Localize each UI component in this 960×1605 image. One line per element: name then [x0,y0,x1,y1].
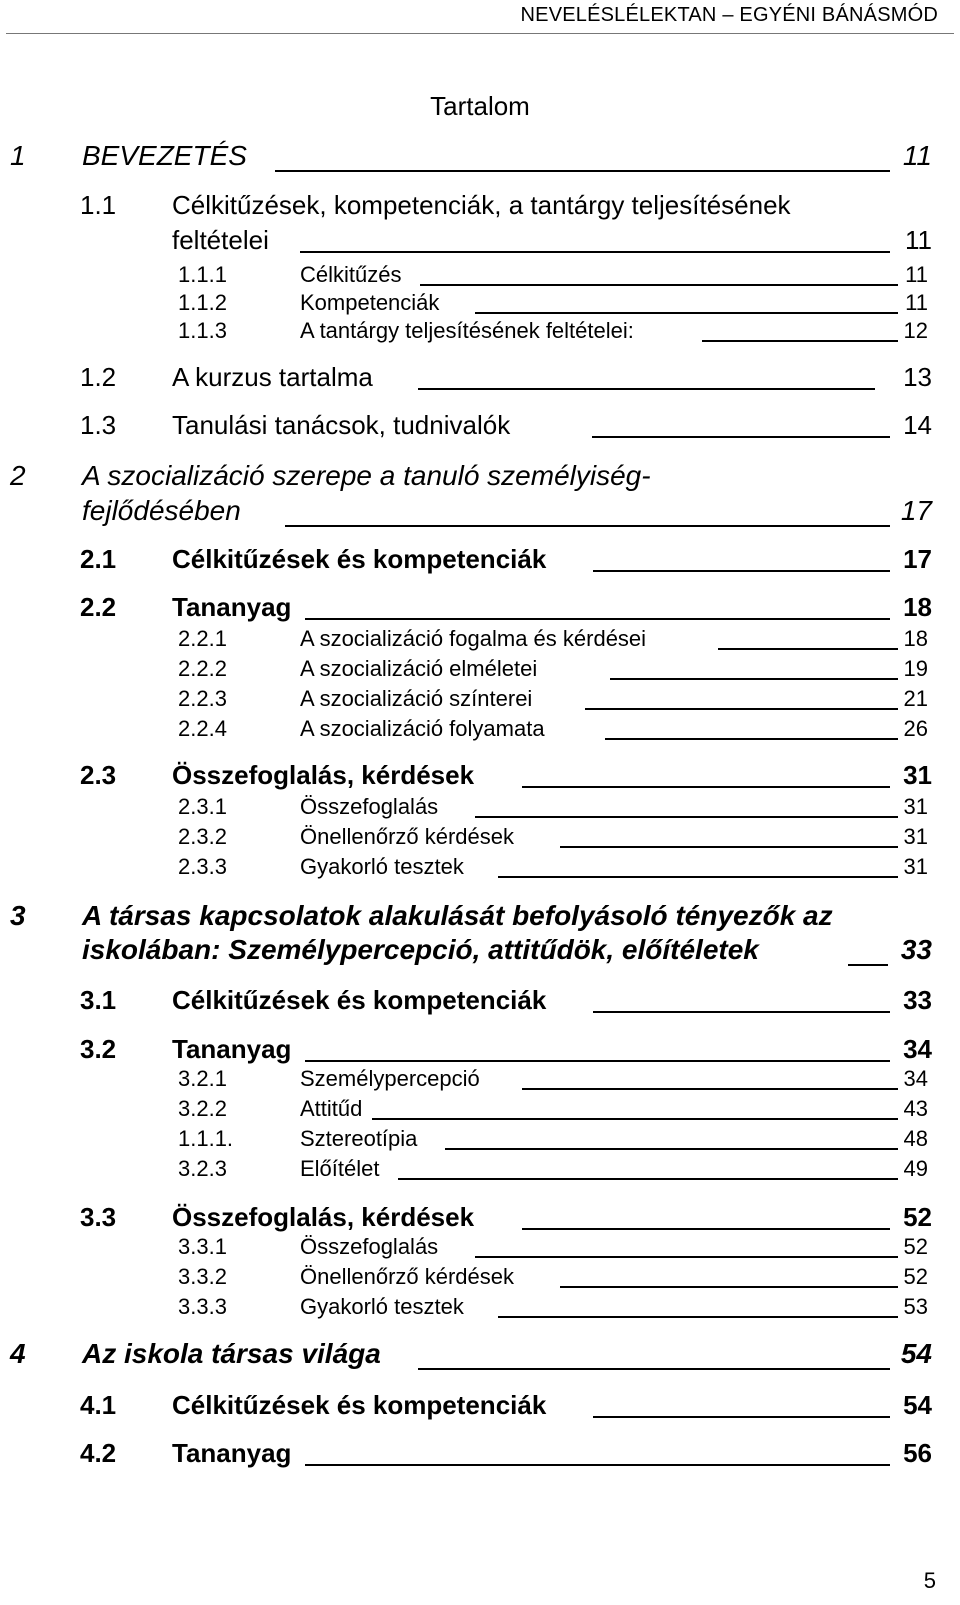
toc-entry-title-line2: fejlődésében [82,495,241,526]
toc-leader-line [372,1118,898,1120]
toc-entry-number: 2.3.2 [178,824,227,849]
toc-entry-title: Célkitűzések, kompetenciák, a tantárgy teljesítésének [172,190,791,220]
toc-leader-line [475,816,898,818]
toc-entry[interactable] [0,1294,960,1320]
toc-leader-line [718,648,898,650]
toc-leader-line [475,1256,898,1258]
toc-entry-title: Gyakorló tesztek [300,854,464,879]
toc-page-number: 11 [905,290,928,315]
toc-entry-number: 1.1.1 [178,262,227,287]
toc-entry[interactable] [0,1096,960,1122]
toc-entry-number: 3.2.1 [178,1066,227,1091]
toc-page-number: 18 [903,626,928,651]
toc-leader-line [475,312,898,314]
toc-entry-number: 3.3.1 [178,1234,227,1259]
toc-entry[interactable] [0,190,960,220]
toc-entry[interactable] [0,1264,960,1290]
toc-entry-number: 4.1 [80,1390,117,1420]
toc-page-number: 31 [903,824,928,849]
toc-leader-line [585,708,898,710]
toc-leader-line [593,570,890,572]
toc-page-number: 13 [903,362,932,392]
toc-page-number: 26 [903,716,928,741]
toc-leader-line [498,876,898,878]
toc-entry-title: Célkitűzés [300,262,402,287]
toc-page-number: 54 [900,1338,932,1369]
toc-entry-number: 2 [10,460,26,491]
toc-entry-title: Összefoglalás [300,794,439,819]
toc-entry-title: Tanulási tanácsok, tudnivalók [172,410,511,440]
toc-entry[interactable] [0,460,960,494]
toc-entry-number: 3.3 [80,1202,117,1232]
toc-entry-number: 4.2 [80,1438,117,1468]
toc-entry-title: Önellenőrző kérdések [300,824,515,849]
toc-entry[interactable] [0,900,960,934]
toc-entry-title: Önellenőrző kérdések [300,1264,515,1289]
toc-page-number: 18 [903,592,932,622]
toc-entry-number: 1.3 [80,410,117,440]
page-number: 5 [923,1568,936,1593]
toc-entry-title: Kompetenciák [300,290,440,315]
toc-page-number: 52 [903,1264,928,1289]
toc-page-number: 34 [903,1034,932,1064]
toc-leader-line [522,1088,898,1090]
toc-entry[interactable] [0,1338,960,1372]
toc-entry[interactable] [0,824,960,850]
toc-entry[interactable] [0,318,960,344]
toc-entry[interactable] [0,290,960,316]
toc-page-number: 12 [903,318,928,343]
toc-leader-line [305,1464,890,1466]
toc-entry-title: A tantárgy teljesítésének feltételei: [300,318,634,343]
toc-entry-title: Tananyag [172,592,292,622]
toc-page-number: 53 [903,1294,928,1319]
toc-entry-number: 2.2 [80,592,117,622]
toc-leader-line [560,1286,898,1288]
toc-entry-number: 2.3.3 [178,854,227,879]
toc-entry-number: 1.1.2 [178,290,227,315]
toc-entry-number: 1 [10,140,26,171]
toc-page-number: 19 [903,656,928,681]
toc-entry-number: 1.1 [80,190,117,220]
toc-entry-title: Tananyag [172,1438,292,1468]
toc-entry-title: Célkitűzések és kompetenciák [172,985,547,1015]
toc-entry-title: A társas kapcsolatok alakulását befolyásoló tényezők az [82,900,833,931]
toc-entry-number: 3.1 [80,985,117,1015]
toc-page-number: 31 [903,854,928,879]
toc-entry-title: A szocializáció szerepe a tanuló személyiség- [82,460,651,491]
toc-entry-title: Sztereotípia [300,1126,418,1151]
toc-entry[interactable] [0,1156,960,1182]
toc-leader-line [560,846,898,848]
toc-leader-line [593,1011,890,1013]
toc-leader-line [610,678,898,680]
toc-entry-number: 2.2.2 [178,656,227,681]
toc-entry[interactable] [0,626,960,652]
toc-page-number: 48 [903,1126,928,1151]
toc-entry-title: A kurzus tartalma [172,362,373,392]
toc-leader-line [848,964,888,966]
toc-leader-line [285,525,890,527]
toc-entry-number: 2.1 [80,544,117,574]
toc-entry-number: 2.2.4 [178,716,227,741]
toc-leader-line [498,1316,898,1318]
toc-entry-number: 1.2 [80,362,117,392]
toc-entry[interactable] [0,1066,960,1092]
toc-entry-title: A szocializáció folyamata [300,716,545,741]
toc-page-number: 31 [903,760,932,790]
toc-leader-line [420,284,898,286]
toc-title: Tartalom [430,91,530,121]
toc-entry[interactable] [0,544,960,574]
toc-entry[interactable] [0,362,960,392]
toc-entry-number: 3.3.2 [178,1264,227,1289]
toc-page-number: 11 [905,262,928,287]
toc-leader-line [398,1178,898,1180]
toc-leader-line [605,738,898,740]
toc-leader-line [300,251,890,253]
toc-leader-line [522,1228,890,1230]
toc-entry-number: 3 [10,900,26,931]
toc-entry-title: A szocializáció fogalma és kérdései [300,626,647,651]
toc-entry-title: Célkitűzések és kompetenciák [172,544,547,574]
toc-leader-line [305,618,890,620]
toc-entry-title: Összefoglalás [300,1234,439,1259]
toc-leader-line [305,1060,890,1062]
toc-leader-line [592,436,890,438]
toc-entry-number: 2.2.3 [178,686,227,711]
toc-leader-line [445,1148,898,1150]
toc-entry[interactable] [0,410,960,440]
toc-entry-number: 4 [10,1338,26,1369]
toc-page-number: 52 [903,1234,928,1259]
toc-leader-line [702,340,898,342]
toc-entry-number: 2.2.1 [178,626,227,651]
toc-page-number: 17 [903,544,932,574]
toc-entry[interactable] [0,1438,960,1468]
running-header: NEVELÉSLÉLEKTAN – EGYÉNI BÁNÁSMÓD [520,4,938,26]
toc-leader-line [418,1368,890,1370]
toc-entry[interactable] [0,1390,960,1420]
toc-page-number: 33 [903,985,932,1015]
toc-page-number: 43 [903,1096,928,1121]
toc-entry-number: 2.3 [80,760,117,790]
toc-page-number: 56 [903,1438,932,1468]
toc-entry-continuation[interactable] [0,225,960,255]
toc-entry-number: 3.2 [80,1034,117,1064]
toc-entry[interactable] [0,794,960,820]
toc-entry-continuation[interactable] [0,495,960,529]
toc-leader-line [418,388,875,390]
toc-page-number: 11 [905,225,932,255]
toc-entry[interactable] [0,656,960,682]
toc-entry-title: Előítélet [300,1156,380,1181]
toc-entry[interactable] [0,985,960,1015]
toc-leader-line [593,1416,890,1418]
toc-page-number: 31 [903,794,928,819]
toc-entry-title: Attitűd [300,1096,363,1121]
toc-page-number: 54 [903,1390,932,1420]
toc-entry-title: BEVEZETÉS [82,140,247,171]
toc-entry-number: 1.1.3 [178,318,227,343]
header-rule [6,33,954,34]
toc-entry-title: A szocializáció színterei [300,686,533,711]
toc-entry[interactable] [0,686,960,712]
toc-entry-number: 3.2.3 [178,1156,227,1181]
toc-entry-title-line2: feltételei [172,225,269,255]
toc-entry-number: 1.1.1. [178,1126,234,1151]
toc-page-number: 52 [903,1202,932,1232]
toc-entry-title-line2: iskolában: Személypercepció, attitűdök, előítéletek [82,934,759,965]
toc-entry-title: Gyakorló tesztek [300,1294,464,1319]
toc-page-number: 21 [903,686,928,711]
toc-page-number: 33 [900,934,932,965]
toc-page-number: 34 [903,1066,928,1091]
toc-leader-line [275,170,890,172]
toc-entry[interactable] [0,140,960,174]
toc-entry-title: Összefoglalás, kérdések [172,1202,475,1232]
toc-entry-number: 2.3.1 [178,794,227,819]
toc-entry-continuation[interactable] [0,934,960,968]
toc-entry-title: Összefoglalás, kérdések [172,760,475,790]
toc-entry[interactable] [0,854,960,880]
toc-entry[interactable] [0,1202,960,1232]
toc-page-number: 14 [903,410,932,440]
toc-entry-title: Az iskola társas világa [82,1338,381,1369]
toc-entry-number: 3.2.2 [178,1096,227,1121]
toc-entry[interactable] [0,592,960,622]
toc-entry[interactable] [0,1126,960,1152]
toc-entry[interactable] [0,1034,960,1064]
toc-leader-line [522,786,890,788]
toc-entry[interactable] [0,716,960,742]
toc-entry-title: A szocializáció elméletei [300,656,538,681]
toc-entry[interactable] [0,1234,960,1260]
toc-entry-title: Tananyag [172,1034,292,1064]
toc-page-number: 11 [902,140,932,171]
toc-entry[interactable] [0,760,960,790]
toc-entry[interactable] [0,262,960,288]
toc-entry-title: Személypercepció [300,1066,480,1091]
toc-entry-number: 3.3.3 [178,1294,227,1319]
toc-entry-title: Célkitűzések és kompetenciák [172,1390,547,1420]
toc-page-number: 17 [900,495,932,526]
toc-page-number: 49 [903,1156,928,1181]
